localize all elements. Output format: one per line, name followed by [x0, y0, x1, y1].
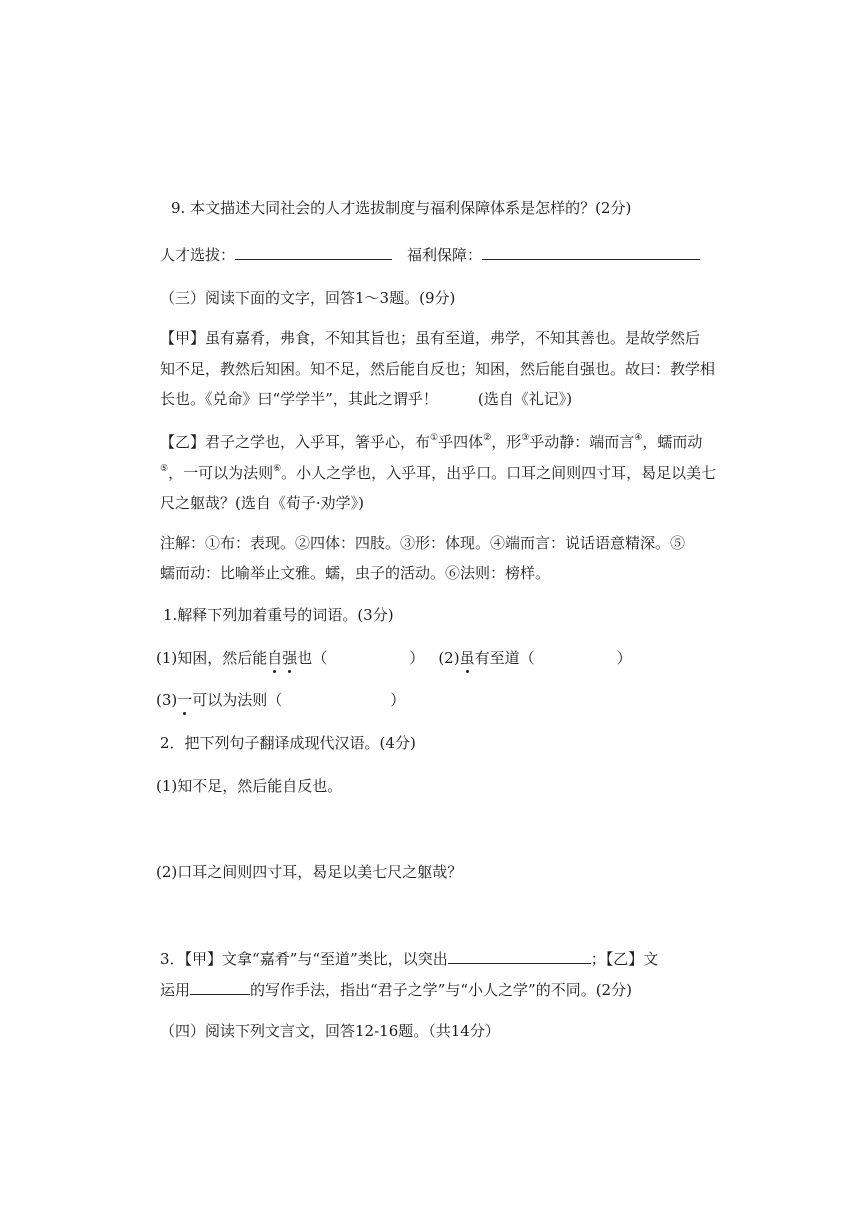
label-talent: 人才选拔：: [160, 246, 236, 264]
question-9-text: 9. 本文描述大同社会的人才选拔制度与福利保障体系是怎样的？(2分): [171, 199, 632, 217]
notes-line-1: [160, 533, 685, 553]
q1-title-text: 1.解释下列加着重号的词语。(3分): [163, 606, 394, 624]
q3-text: ；【乙】文: [590, 950, 659, 968]
notes-text-1: 注解：①布：表现。②四体：四肢。③形：体现。④端而言：说话语意精深。⑤: [160, 534, 686, 552]
q1-item-text: 有至道（: [474, 649, 535, 667]
blank-welfare[interactable]: [482, 243, 700, 260]
question-1-title: [163, 605, 394, 625]
question-1-item-3: [156, 690, 405, 710]
emphasis-char: 强: [282, 649, 298, 667]
question-2-sentence-1: [156, 776, 342, 796]
question-2-sentence-2: [156, 862, 462, 882]
passage-jia-line-2: [160, 359, 715, 379]
passage-jia-line-3: [160, 389, 572, 409]
question-2-title: [160, 733, 416, 753]
q1-item-text: ）: [616, 649, 632, 667]
q3-text: 3．【甲】文拿“嘉肴”与“至道”类比，以突出: [160, 950, 448, 968]
yi-text: 。小人之学也，入乎耳，出乎口。口耳之间则四寸耳，曷足以美七: [281, 464, 717, 482]
q2-title-text: 2．把下列句子翻译成现代汉语。(4分): [160, 734, 416, 752]
yi-text: 【乙】君子之学也，入乎耳，箸乎心，布: [160, 433, 431, 451]
yi-text: ，一可以为法则: [168, 464, 274, 482]
blank-talent[interactable]: [235, 243, 392, 260]
question-3-line-1: [160, 947, 658, 969]
footnote-marker-2: ②: [483, 433, 492, 443]
q3-blank-2[interactable]: [190, 978, 250, 995]
emphasis-char: 虽: [459, 649, 475, 667]
jia-text-1: 【甲】虽有嘉肴，弗食，不知其旨也；虽有至道，弗学，不知其善也。是故学然后: [160, 329, 701, 347]
jia-source: (选自《礼记》): [477, 390, 573, 408]
passage-jia-line-1: [160, 328, 700, 348]
q1-item-text: 也（: [297, 649, 328, 667]
footnote-marker-1: ①: [430, 433, 439, 443]
footnote-marker-3: ③: [521, 433, 530, 443]
emphasis-char: 一: [177, 691, 193, 709]
yi-text: 乎动静：端而言: [529, 433, 635, 451]
jia-text-3: 长也。《兑命》曰“学学半”，其此之谓乎！: [160, 390, 438, 408]
passage-yi-line-3: [160, 493, 364, 513]
section-4-header-text: （四）阅读下列文言文，回答12-16题。（共14分）: [160, 1022, 500, 1040]
jia-text-2: 知不足，教然后知困。知不足，然后能自反也；知困，然后能自强也。故曰：教学相: [160, 360, 716, 378]
question-1-items: [156, 648, 632, 668]
section-3-header-text: （三）阅读下面的文字，回答1～3题。(9分): [160, 289, 456, 307]
yi-text: ，蠕而动: [642, 433, 703, 451]
emphasis-char: 自: [267, 649, 283, 667]
notes-line-2: [160, 563, 550, 583]
q3-text: 的写作手法，指出“君子之学”与“小人之学”的不同。(2分): [250, 981, 632, 999]
yi-text: 乎四体: [438, 433, 484, 451]
q1-item-text: ）: [409, 649, 425, 667]
q1-item-text: (1)知困，然后能: [156, 649, 268, 667]
question-9: [171, 198, 631, 218]
footnote-marker-6: ⑥: [273, 464, 282, 474]
passage-yi-line-2: [160, 463, 716, 483]
yi-text: ，形: [491, 433, 522, 451]
section-4-header: [160, 1021, 500, 1041]
q3-blank-1[interactable]: [448, 947, 591, 964]
section-3-header: [160, 288, 455, 308]
footnote-marker-5: ⑤: [160, 464, 169, 474]
q1-item-text: (3): [156, 691, 178, 709]
q2-sentence-2-text: (2)口耳之间则四寸耳，曷足以美七尺之躯哉？: [156, 863, 463, 881]
q1-item-text: ）: [390, 691, 406, 709]
question-9-answers: [160, 243, 700, 265]
notes-text-2: 蠕而动：比喻举止文雅。蠕，虫子的活动。⑥法则：榜样。: [160, 564, 551, 582]
footnote-marker-4: ④: [634, 433, 643, 443]
passage-yi-line-1: [160, 432, 702, 452]
question-3-line-2: [160, 978, 632, 1000]
q3-text: 运用: [160, 981, 191, 999]
q2-sentence-1-text: (1)知不足，然后能自反也。: [156, 777, 343, 795]
q1-item-text: (2): [438, 649, 460, 667]
label-welfare: 福利保障：: [407, 246, 483, 264]
q1-item-text: 可以为法则（: [192, 691, 283, 709]
yi-text-3: 尺之躯哉？(选自《荀子·劝学》): [160, 494, 364, 512]
